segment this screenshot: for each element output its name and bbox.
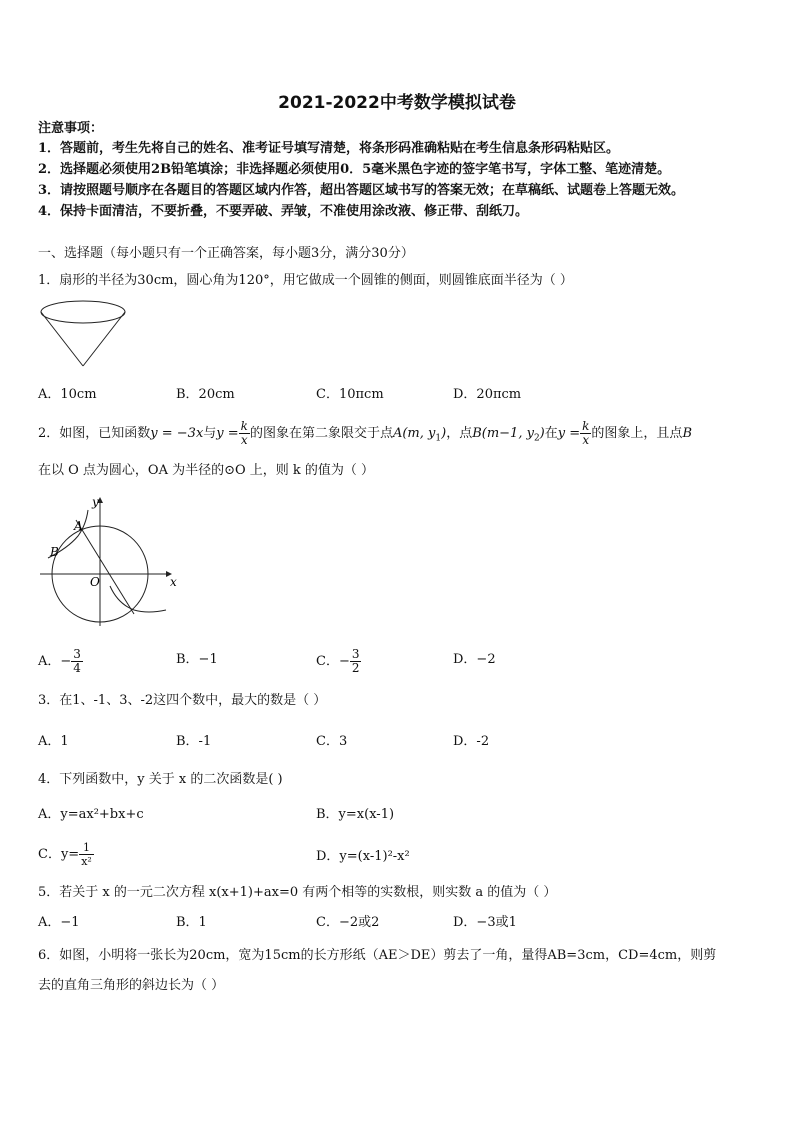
q4-option-b[interactable]: B．y=x(x-1) (316, 807, 395, 822)
cone-figure (38, 298, 128, 370)
question-6-line2: 去的直角三角形的斜边长为（ ） (38, 978, 225, 993)
question-1-stem: 1．扇形的半径为30cm，圆心角为120°，用它做成一个圆锥的侧面，则圆锥底面半径为（ ） (38, 273, 573, 288)
q5-option-a[interactable]: A．−1 (38, 915, 80, 930)
q2-option-d[interactable]: D．−2 (453, 652, 496, 667)
question-3-stem: 3．在1、-1、3、-2这四个数中，最大的数是（ ） (38, 693, 327, 708)
q2-option-b[interactable]: B．−1 (176, 652, 218, 667)
q4-option-a[interactable]: A．y=ax²+bx+c (38, 807, 144, 822)
q2-option-c[interactable]: C．− $\frac{3}{2}$ (316, 647, 360, 675)
q4-option-d[interactable]: D．y=(x-1)²-x² (316, 849, 410, 864)
circle-hyperbola-figure (38, 490, 188, 630)
q5-option-d[interactable]: D．−3或1 (453, 915, 517, 930)
notice-item: 4．保持卡面清洁，不要折叠，不要弄破、弄皱，不准使用涂改液、修正带、刮纸刀。 (38, 204, 529, 219)
q3-option-b[interactable]: B．-1 (176, 734, 212, 749)
fig-label-x: x (170, 575, 177, 589)
notice-heading: 注意事项： (38, 121, 104, 136)
q3-option-a[interactable]: A．1 (38, 734, 69, 749)
fig-label-b: B (50, 545, 59, 559)
q4-option-c[interactable]: C．y= $\frac{1}{\text{x²}}$ (38, 841, 92, 868)
question-4-stem: 4．下列函数中，y 关于 x 的二次函数是( ) (38, 772, 283, 787)
section-heading: 一、选择题（每小题只有一个正确答案，每小题3分，满分30分） (38, 246, 414, 261)
notice-item: 2．选择题必须使用2B铅笔填涂；非选择题必须使用0．5毫米黑色字迹的签字笔书写，字体工整、笔迹清楚。 (38, 162, 671, 177)
q1-option-c[interactable]: C．10πcm (316, 387, 384, 402)
q3-option-d[interactable]: D．-2 (453, 734, 490, 749)
q1-option-d[interactable]: D．20πcm (453, 387, 522, 402)
question-2-line2: 在以 O 点为圆心，OA 为半径的⊙O 上，则 k 的值为（ ） (38, 463, 375, 478)
fig-label-a: A (74, 519, 83, 533)
fig-label-y: y (92, 495, 99, 509)
q5-option-b[interactable]: B．1 (176, 915, 207, 930)
q5-option-c[interactable]: C．−2或2 (316, 915, 380, 930)
question-5-stem: 5．若关于 x 的一元二次方程 x(x+1)+ax=0 有两个相等的实数根，则实数 a 的值为（ ） (38, 885, 557, 900)
question-6-line1: 6．如图，小明将一张长为20cm，宽为15cm的长方形纸（AE＞DE）剪去了一角，量得AB=3cm，CD=4cm，则剪 (38, 948, 717, 963)
notice-item: 3．请按照题号顺序在各题目的答题区域内作答，超出答题区域书写的答案无效；在草稿纸、试题卷上答题无效。 (38, 183, 685, 198)
q3-option-c[interactable]: C．3 (316, 734, 348, 749)
q1-option-a[interactable]: A．10cm (38, 387, 97, 402)
notice-item: 1．答题前，考生先将自己的姓名、准考证号填写清楚，将条形码准确粘贴在考生信息条形码粘贴区。 (38, 141, 620, 156)
page-title: 2021-2022中考数学模拟试卷 (278, 93, 516, 113)
fig-label-o: O (90, 575, 100, 589)
q1-option-b[interactable]: B．20cm (176, 387, 235, 402)
question-2-line1: 2．如图，已知函数y = −3x与y = $\frac{k}{x}$ 的图象在第二象限交于点A(m, $y_1$)，点B(m−1, $y_2$)在y = $\frac{k}{x}$ 的图象上，且点B (38, 419, 692, 447)
q2-option-a[interactable]: A．− $\frac{3}{4}$ (38, 647, 81, 675)
